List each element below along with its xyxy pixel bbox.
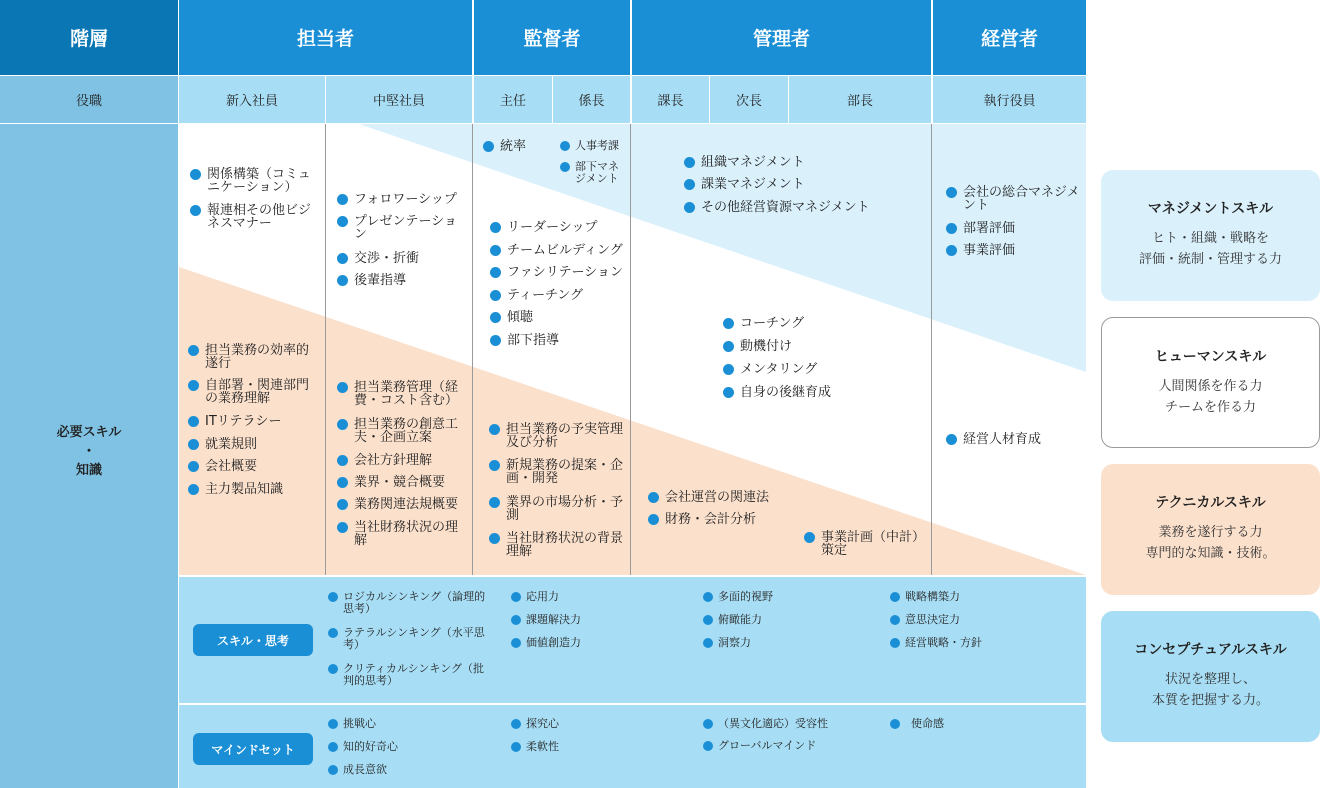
bullet-dot-icon xyxy=(511,592,521,602)
skill-item: 当社財務状況の理解 xyxy=(337,521,467,547)
bullet-dot-icon xyxy=(723,387,734,398)
bullet-dot-icon xyxy=(328,719,338,729)
skill-item: 報連相その他ビジネスマナー xyxy=(190,204,320,230)
header-group-manager xyxy=(632,0,931,75)
position-row-label-cell xyxy=(0,76,178,123)
bullet-dot-icon xyxy=(328,628,338,638)
skill-item: 自部署・関連部門の業務理解 xyxy=(188,379,320,405)
thinking-skills-label xyxy=(193,624,313,656)
skill-item: 部下指導 xyxy=(490,334,628,347)
bullet-dot-icon xyxy=(684,157,695,168)
mindset-label xyxy=(193,733,313,765)
skill-item: 戦略構築力 xyxy=(890,591,1050,603)
bullet-dot-icon xyxy=(328,592,338,602)
skill-item: ラテラルシンキング（水平思考） xyxy=(328,627,488,651)
skill-item: 担当業務管理（経費・コスト含む） xyxy=(337,381,467,407)
skill-item: 統率 xyxy=(483,140,553,153)
bullet-dot-icon xyxy=(560,141,570,151)
grid-line xyxy=(931,124,932,575)
bullet-dot-icon xyxy=(328,742,338,752)
legend-card-description: 人間関係を作る力 チームを作る力 xyxy=(1158,379,1263,415)
bullet-dot-icon xyxy=(188,416,199,427)
header-level-label: 階層 xyxy=(69,28,108,50)
position-cell xyxy=(789,76,931,123)
skill-item: 業界・競合概要 xyxy=(337,476,467,489)
skill-item: 経営戦略・方針 xyxy=(890,637,1050,649)
skills-row-label-line: 知識 xyxy=(75,462,102,478)
skills-row-label-line: ・ xyxy=(82,443,96,459)
bullet-dot-icon xyxy=(723,364,734,375)
bullet-dot-icon xyxy=(890,638,900,648)
position-cell xyxy=(632,76,709,123)
skill-item: 業界の市場分析・予測 xyxy=(489,496,627,522)
legend-card-title: コンセプチュアルスキル xyxy=(1134,642,1287,658)
skill-item: 動機付け xyxy=(723,340,903,353)
skill-item: 新規業務の提案・企画・開発 xyxy=(489,459,627,485)
bullet-dot-icon xyxy=(490,245,501,256)
header-group-label: 管理者 xyxy=(752,28,810,50)
legend-card-management xyxy=(1101,170,1320,301)
legend-card-human xyxy=(1101,317,1320,448)
position-cell xyxy=(179,76,325,123)
bullet-dot-icon xyxy=(684,179,695,190)
skill-item: 会社方針理解 xyxy=(337,454,467,467)
skill-item: 交渉・折衝 xyxy=(337,252,467,265)
skill-item: 関係構築（コミュニケーション） xyxy=(190,168,320,194)
header-group-label: 担当者 xyxy=(296,28,354,50)
grid-line xyxy=(325,124,326,575)
header-group-executive xyxy=(933,0,1086,75)
position-cell xyxy=(474,76,552,123)
bullet-dot-icon xyxy=(511,742,521,752)
skill-item: 事業評価 xyxy=(946,244,1080,257)
skill-item: 主力製品知識 xyxy=(188,483,320,496)
bullet-dot-icon xyxy=(337,275,348,286)
bullet-dot-icon xyxy=(648,492,659,503)
legend-card-description: 状況を整理し、 本質を把握する力。 xyxy=(1151,672,1269,708)
bullet-dot-icon xyxy=(337,419,348,430)
bullet-dot-icon xyxy=(337,499,348,510)
skill-item: リーダーシップ xyxy=(490,221,628,234)
bullet-dot-icon xyxy=(489,497,500,508)
skill-item: 多面的視野 xyxy=(703,591,853,603)
position-cell xyxy=(326,76,472,123)
bullet-dot-icon xyxy=(511,719,521,729)
skill-item: ファシリテーション xyxy=(490,266,628,279)
skill-item: 組織マネジメント xyxy=(684,156,904,169)
header-group-label: 経営者 xyxy=(980,28,1038,50)
bullet-dot-icon xyxy=(337,382,348,393)
header-group-supervisor xyxy=(474,0,630,75)
skill-item: 担当業務の創意工夫・企画立案 xyxy=(337,418,467,444)
position-label: 新入社員 xyxy=(225,94,278,109)
bullet-dot-icon xyxy=(723,341,734,352)
bullet-dot-icon xyxy=(490,267,501,278)
bullet-dot-icon xyxy=(489,460,500,471)
skill-item: 知的好奇心 xyxy=(328,741,488,753)
skill-item: 洞察力 xyxy=(703,637,853,649)
skill-item: 会社の総合マネジメント xyxy=(946,186,1080,212)
skill-item: 部署評価 xyxy=(946,222,1080,235)
bullet-dot-icon xyxy=(190,205,201,216)
bullet-dot-icon xyxy=(890,592,900,602)
skills-row-label-line: 必要スキル xyxy=(56,424,122,440)
skill-item: 自身の後継育成 xyxy=(723,386,903,399)
bullet-dot-icon xyxy=(804,532,815,543)
bullet-dot-icon xyxy=(490,312,501,323)
skill-item: 業務関連法規概要 xyxy=(337,498,467,511)
legend-card-title: ヒューマンスキル xyxy=(1154,349,1267,365)
skill-item: 課業マネジメント xyxy=(684,178,904,191)
skill-item: 使命感 xyxy=(890,718,1050,730)
bullet-dot-icon xyxy=(188,439,199,450)
skill-item: クリティカルシンキング（批判的思考） xyxy=(328,663,488,687)
position-label: 部長 xyxy=(846,94,873,109)
skill-item: 探究心 xyxy=(511,718,661,730)
legend-card-technical xyxy=(1101,464,1320,595)
skill-item: 部下マネジメント xyxy=(560,161,628,185)
position-label: 次長 xyxy=(735,94,762,109)
bullet-dot-icon xyxy=(337,455,348,466)
skill-item: 担当業務の効率的遂行 xyxy=(188,344,320,370)
bullet-dot-icon xyxy=(703,615,713,625)
skill-item: コーチング xyxy=(723,317,903,330)
skill-item: 価値創造力 xyxy=(511,637,661,649)
skill-item: 経営人材育成 xyxy=(946,433,1080,446)
mindset-label-text: マインドセット xyxy=(211,742,295,757)
bullet-dot-icon xyxy=(188,345,199,356)
position-label: 中堅社員 xyxy=(372,94,425,109)
skill-item: ティーチング xyxy=(490,289,628,302)
skill-item: 後輩指導 xyxy=(337,274,467,287)
skill-item: 応用力 xyxy=(511,591,661,603)
skill-item: 担当業務の予実管理及び分析 xyxy=(489,423,627,449)
skill-item: メンタリング xyxy=(723,363,903,376)
bullet-dot-icon xyxy=(684,202,695,213)
skill-item: 俯瞰能力 xyxy=(703,614,853,626)
skill-item: 就業規則 xyxy=(188,438,320,451)
header-group-label: 監督者 xyxy=(523,28,581,50)
bullet-dot-icon xyxy=(188,380,199,391)
legend-card-title: マネジメントスキル xyxy=(1147,201,1274,217)
bullet-dot-icon xyxy=(648,514,659,525)
skill-item: チームビルディング xyxy=(490,244,628,257)
position-label: 執行役員 xyxy=(983,94,1036,109)
bullet-dot-icon xyxy=(337,522,348,533)
skill-item: 事業計画（中計）策定 xyxy=(804,531,928,557)
skill-item: その他経営資源マネジメント xyxy=(684,201,904,214)
skill-item: ロジカルシンキング（論理的思考） xyxy=(328,591,488,615)
bullet-dot-icon xyxy=(946,434,957,445)
position-cell xyxy=(710,76,788,123)
bullet-dot-icon xyxy=(337,253,348,264)
skill-item: プレゼンテーション xyxy=(337,215,467,241)
skill-item: （異文化適応）受容性 xyxy=(703,718,873,730)
bullet-dot-icon xyxy=(490,290,501,301)
header-level-cell xyxy=(0,0,178,75)
bullet-dot-icon xyxy=(511,615,521,625)
bullet-dot-icon xyxy=(703,719,713,729)
bullet-dot-icon xyxy=(188,484,199,495)
position-row-label: 役職 xyxy=(75,94,102,109)
bullet-dot-icon xyxy=(890,615,900,625)
bullet-dot-icon xyxy=(723,318,734,329)
skill-item: 財務・会計分析 xyxy=(648,513,808,526)
skill-item: 当社財務状況の背景理解 xyxy=(489,532,627,558)
skill-item: 会社概要 xyxy=(188,460,320,473)
skill-item: 課題解決力 xyxy=(511,614,661,626)
skill-item: フォロワーシップ xyxy=(337,193,467,206)
skill-item: 人事考課 xyxy=(560,140,628,152)
grid-line xyxy=(630,124,631,575)
bullet-dot-icon xyxy=(703,741,713,751)
position-label: 主任 xyxy=(499,94,526,109)
bullet-dot-icon xyxy=(946,187,957,198)
skill-item: 意思決定力 xyxy=(890,614,1050,626)
bullet-dot-icon xyxy=(337,194,348,205)
skill-item: 成長意欲 xyxy=(328,764,488,776)
bullet-dot-icon xyxy=(188,461,199,472)
bullet-dot-icon xyxy=(890,719,900,729)
skill-item: ITリテラシー xyxy=(188,415,320,428)
skills-row-label-cell xyxy=(0,124,178,788)
grid-line xyxy=(472,124,473,575)
thinking-skills-label-text: スキル・思考 xyxy=(217,633,289,648)
skill-item: 会社運営の関連法 xyxy=(648,491,808,504)
skill-item: 傾聴 xyxy=(490,311,628,324)
bullet-dot-icon xyxy=(703,638,713,648)
bullet-dot-icon xyxy=(946,223,957,234)
bullet-dot-icon xyxy=(489,424,500,435)
bullet-dot-icon xyxy=(328,765,338,775)
legend-card-title: テクニカルスキル xyxy=(1155,495,1266,511)
bullet-dot-icon xyxy=(946,245,957,256)
bullet-dot-icon xyxy=(337,216,348,227)
bullet-dot-icon xyxy=(489,533,500,544)
skill-item: グローバルマインド xyxy=(703,740,873,752)
legend-card-description: ヒト・組織・戦略を 評価・統制・管理する力 xyxy=(1138,231,1282,267)
skill-item: 挑戦心 xyxy=(328,718,488,730)
bullet-dot-icon xyxy=(328,664,338,674)
legend-card-conceptual xyxy=(1101,611,1320,742)
position-cell xyxy=(933,76,1086,123)
position-cell xyxy=(553,76,630,123)
skill-item: 柔軟性 xyxy=(511,741,661,753)
bullet-dot-icon xyxy=(703,592,713,602)
bullet-dot-icon xyxy=(190,169,201,180)
legend-card-description: 業務を遂行する力 専門的な知識・技術。 xyxy=(1145,525,1276,561)
header-group-staff xyxy=(179,0,472,75)
bullet-dot-icon xyxy=(490,335,501,346)
position-label: 課長 xyxy=(657,94,684,109)
bullet-dot-icon xyxy=(511,638,521,648)
bullet-dot-icon xyxy=(560,162,570,172)
bullet-dot-icon xyxy=(490,222,501,233)
position-label: 係長 xyxy=(578,94,605,109)
bullet-dot-icon xyxy=(483,141,494,152)
bullet-dot-icon xyxy=(337,477,348,488)
